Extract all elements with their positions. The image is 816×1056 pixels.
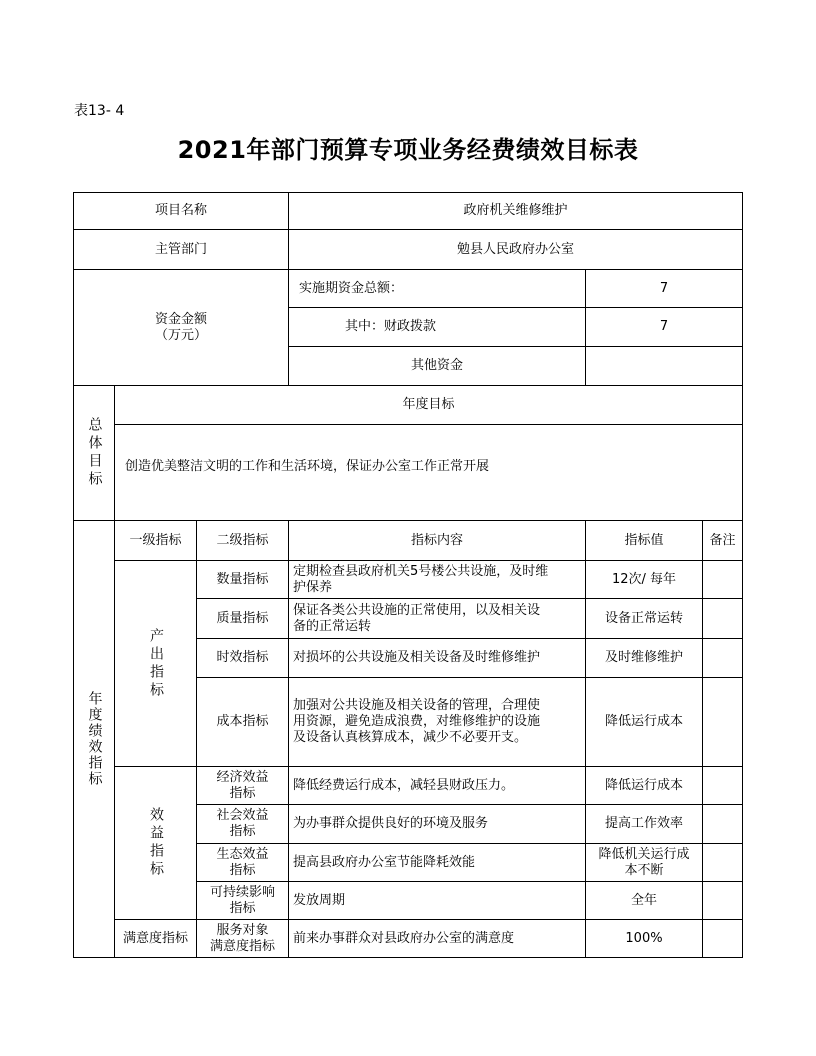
output-indicators-text: 产出指标 (148, 627, 164, 700)
row-content: 定期检查县政府机关5号楼公共设施，及时维 护保养 (288, 560, 586, 599)
header-level2: 二级指标 (196, 520, 289, 561)
header-value: 指标值 (585, 520, 703, 561)
indicators-side-text: 年度绩效指标 (86, 691, 103, 787)
annual-goal-content: 创造优美整洁文明的工作和生活环境，保证办公室工作正常开展 (114, 424, 743, 521)
funds-other-value (585, 346, 743, 386)
row-level2: 成本指标 (196, 677, 289, 767)
row-value: 设备正常运转 (585, 598, 703, 639)
row-content: 提高县政府办公室节能降耗效能 (288, 843, 586, 882)
satisfaction-indicators-label: 满意度指标 (114, 919, 197, 958)
row-value: 100% (585, 919, 703, 958)
row-note (702, 804, 743, 844)
page-title: 2021年部门预算专项业务经费绩效目标表 (177, 136, 639, 164)
header-level1: 一级指标 (114, 520, 197, 561)
project-name-label: 项目名称 (73, 192, 289, 230)
indicators-side-label (73, 520, 115, 958)
funds-total-label: 实施期资金总额： (288, 269, 586, 308)
row-note (702, 677, 743, 767)
row-value: 降低机关运行成 本不断 (585, 843, 703, 882)
row-content: 降低经费运行成本，减轻县财政压力。 (288, 766, 586, 805)
dept-value: 勉县人民政府办公室 (288, 229, 743, 270)
row-content: 保证各类公共设施的正常使用，以及相关设 备的正常运转 (288, 598, 586, 639)
row-level2: 服务对象 满意度指标 (196, 919, 289, 958)
project-name-value: 政府机关维修维护 (288, 192, 743, 230)
row-note (702, 766, 743, 805)
row-level2: 社会效益 指标 (196, 804, 289, 844)
header-note: 备注 (702, 520, 743, 561)
output-indicators-label (114, 560, 197, 767)
row-note (702, 919, 743, 958)
row-value: 降低运行成本 (585, 677, 703, 767)
row-content: 发放周期 (288, 881, 586, 920)
row-note (702, 560, 743, 599)
row-level2: 可持续影响 指标 (196, 881, 289, 920)
funds-label: 资金金额 （万元） (73, 269, 289, 386)
row-content: 为办事群众提供良好的环境及服务 (288, 804, 586, 844)
row-content: 加强对公共设施及相关设备的管理，合理使 用资源，避免造成浪费，对维修维护的设施 及设备认真核算成本，减少不必要开支。 (288, 677, 586, 767)
row-level2: 质量指标 (196, 598, 289, 639)
row-value: 及时维修维护 (585, 638, 703, 678)
row-note (702, 843, 743, 882)
row-level2: 生态效益 指标 (196, 843, 289, 882)
benefit-indicators-label (114, 766, 197, 920)
row-value: 全年 (585, 881, 703, 920)
row-level2: 时效指标 (196, 638, 289, 678)
funds-other-label: 其他资金 (288, 346, 586, 386)
row-content: 前来办事群众对县政府办公室的满意度 (288, 919, 586, 958)
table-number: 表13- 4 (74, 103, 125, 119)
row-level2: 经济效益 指标 (196, 766, 289, 805)
funds-total-value: 7 (585, 269, 743, 308)
row-level2: 数量指标 (196, 560, 289, 599)
overall-goal-side-text: 总体目标 (86, 417, 103, 489)
row-note (702, 881, 743, 920)
row-content: 对损坏的公共设施及相关设备及时维修维护 (288, 638, 586, 678)
row-note (702, 598, 743, 639)
funds-fiscal-value: 7 (585, 307, 743, 347)
row-value: 降低运行成本 (585, 766, 703, 805)
benefit-indicators-text: 效益指标 (148, 807, 164, 879)
annual-goal-header: 年度目标 (114, 385, 743, 425)
overall-goal-side-label (73, 385, 115, 521)
row-note (702, 638, 743, 678)
row-value: 12次/ 每年 (585, 560, 703, 599)
row-value: 提高工作效率 (585, 804, 703, 844)
header-content: 指标内容 (288, 520, 586, 561)
dept-label: 主管部门 (73, 229, 289, 270)
funds-fiscal-label: 其中：财政拨款 (288, 307, 586, 347)
